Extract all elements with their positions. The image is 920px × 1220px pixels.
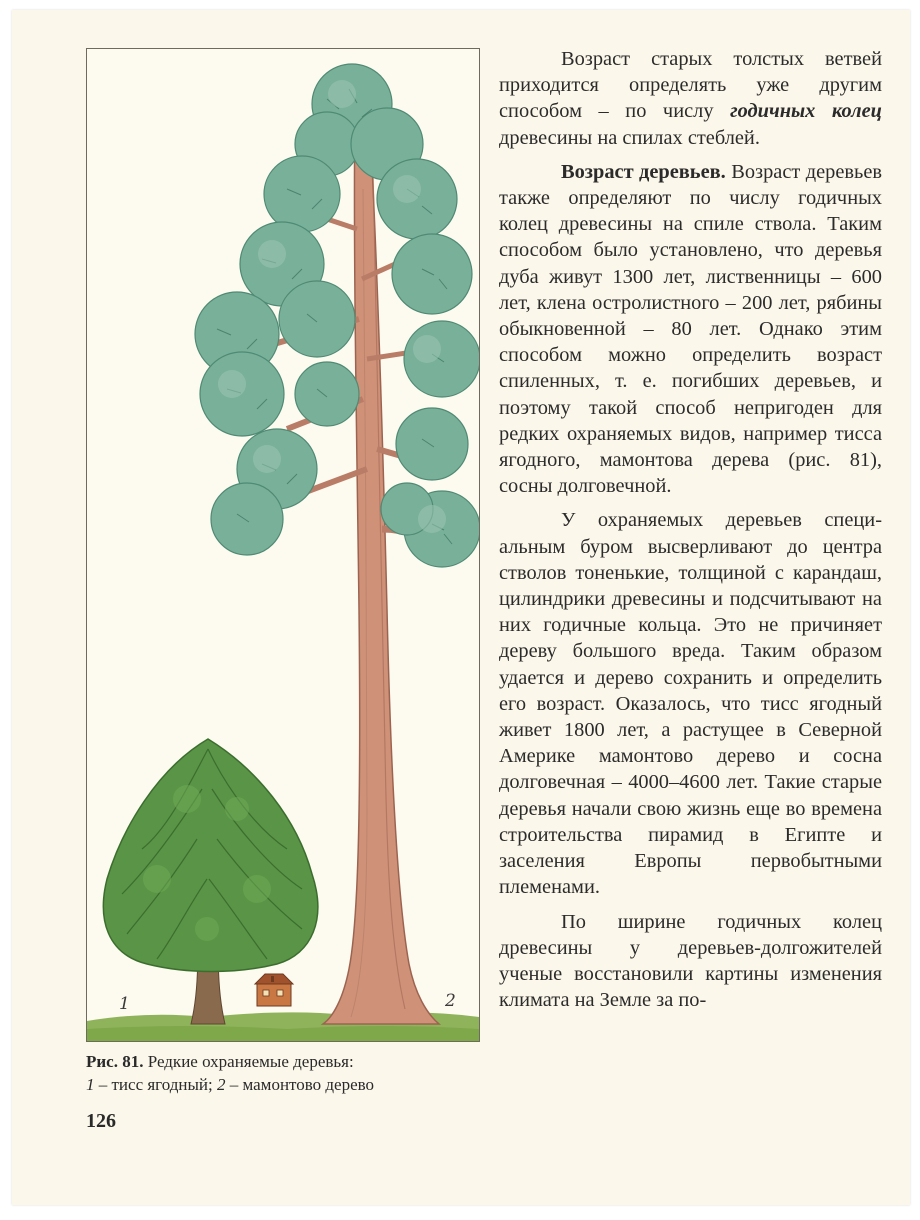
term-annual-rings: годичных колец [730,100,882,123]
section-heading-tree-age: Возраст деревьев. [561,160,726,183]
caption-label: Рис. 81. [86,1052,144,1071]
page-number: 126 [86,1110,116,1132]
house [255,974,293,1006]
yew-number-label: 1 [119,994,130,1014]
caption-item2-number: 2 [217,1075,226,1094]
trees-illustration [87,49,479,1041]
paragraph-2-text: Возраст деревьев также определяют по числу годичных колец древесины на спиле ствола. Таким способом было установлено, что деревья дуба живут 1300 лет, лиственницы – 600 лет, клена остролистного – 200 лет, рябины обыкновенной – 80 лет. Однако этим способом можно определить возраст спиленных, т. е. погибших деревьев, и поэтому такой способ непригоден для редких охраняемых видов, например тисса ягодного, мамонтова дерева (рис. 81), сосны долговечной. [499,160,883,498]
paragraph-1 [499,46,882,151]
caption-item1-number: 1 [86,1075,95,1094]
caption-item2-text: – мамонтово дерево [229,1075,375,1094]
paragraph-3: У охраняемых деревьев специальным буром высверливают до центра стволов тоненькие, толщиной с карандаш, цилиндрики древесины и подсчитывают на них годичные кольца. Это не причиняет дереву большого вреда. Таким образом удается и дерево сохранить и определить его возраст. Оказалось, что тисс ягодный живет 1800 лет, а растущее в Северной Америке мамонтово дерево и сосна долговечная – 4000–4600 лет. Такие старые деревья начали свою жизнь еще во времена строительства пирамид в Египте и заселения Европы первобытными племенами. [499,509,882,899]
paragraph-2 [499,159,882,500]
figure-caption [86,1050,486,1096]
textbook-page [12,10,910,1205]
paragraph-1-text-a: Возраст старых толстых ветвей приходится определять уже другим способом – по числу [499,48,882,123]
sequoia-number-label: 2 [445,991,456,1011]
body-text [499,46,882,1021]
caption-title: Редкие охраняемые деревья: [147,1052,354,1071]
caption-item1-text: – тисс ягодный; [98,1075,213,1094]
paragraph-4: По ширине годичных колец древесины у деревьев-долгожителей ученые восстановили картины изменения климата на Земле за по- [499,910,882,1012]
paragraph-1-text-b: древесины на спилах стеблей. [499,126,760,149]
figure-81 [86,48,480,1042]
